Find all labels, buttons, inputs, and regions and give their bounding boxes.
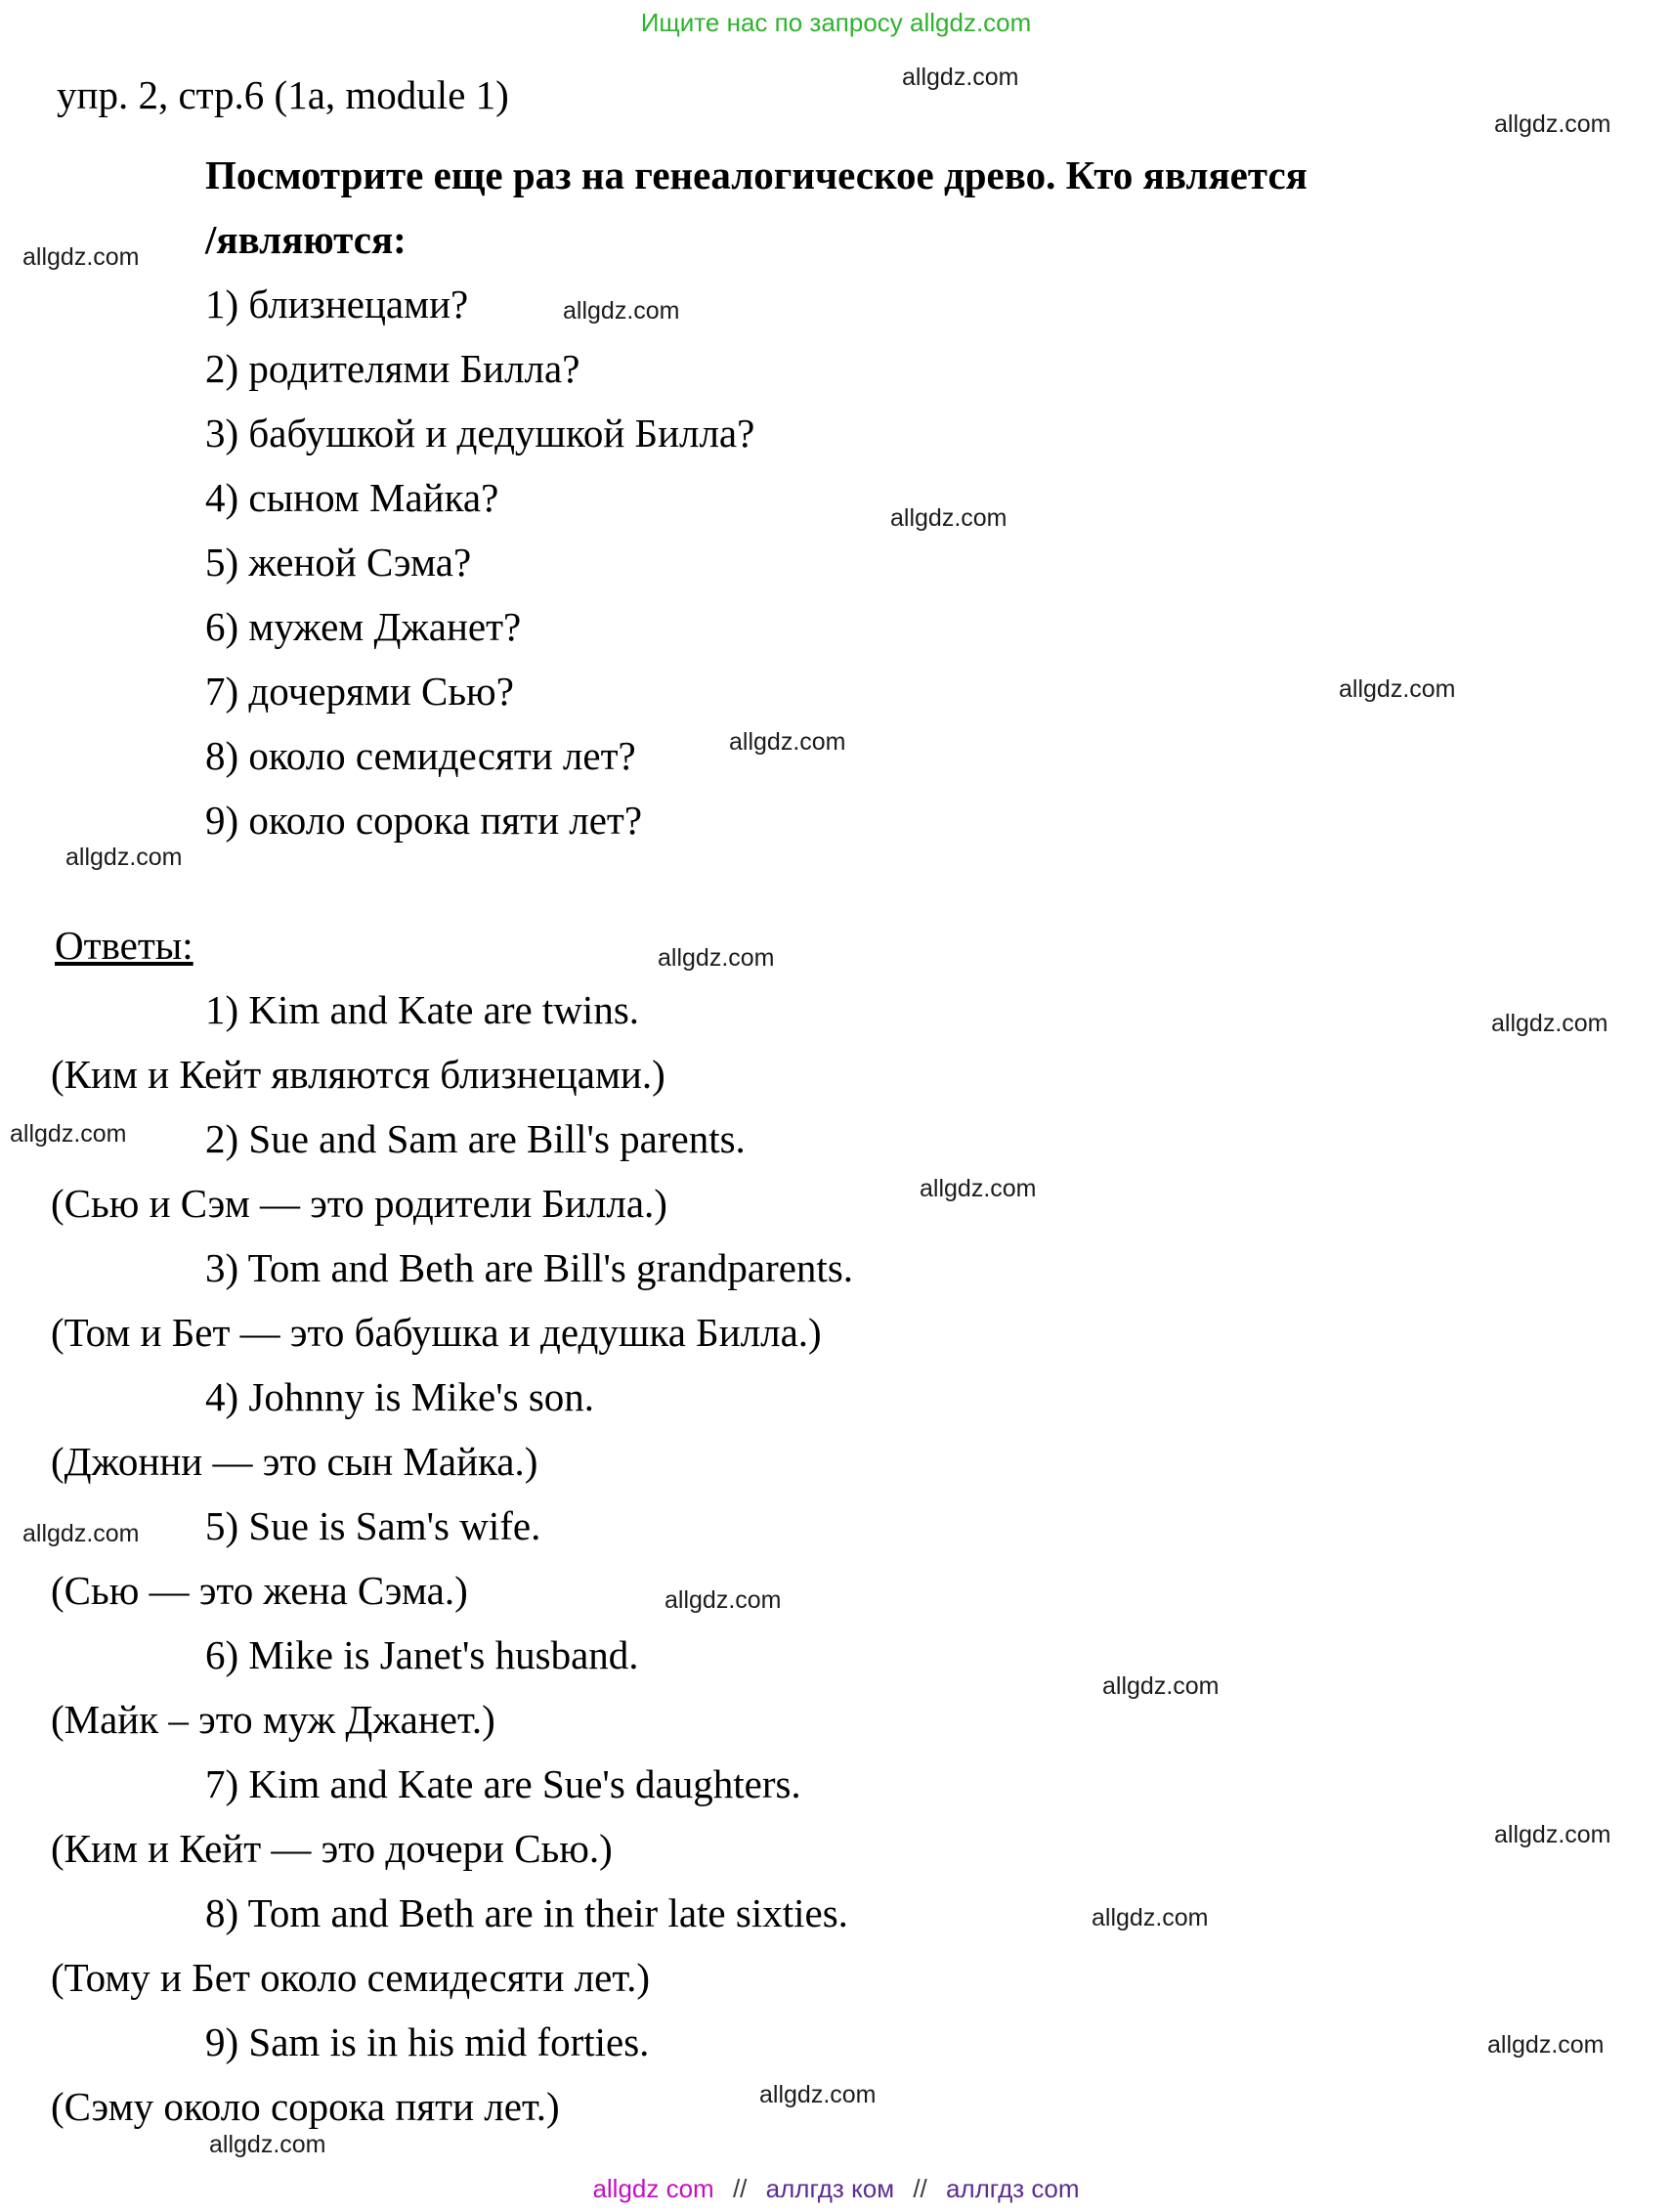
watermark: allgdz.com	[1494, 110, 1611, 138]
watermark: allgdz.com	[22, 243, 140, 271]
question-item: 7) дочерями Сью?	[205, 669, 514, 714]
watermark: allgdz.com	[65, 844, 183, 871]
question-item: 3) бабушкой и дедушкой Билла?	[205, 411, 755, 455]
answer-en: 2) Sue and Sam are Bill's parents.	[205, 1116, 746, 1161]
top-banner-text: Ищите нас по запросу allgdz.com	[640, 8, 1032, 37]
exercise-content	[0, 63, 1672, 2139]
answer-ru: (Сью — это жена Сэма.)	[51, 1568, 468, 1613]
answer-ru: (Майк – это муж Джанет.)	[51, 1697, 495, 1742]
footer-link-allgdz-kom: аллгдз ком	[765, 2174, 895, 2203]
watermark: allgdz.com	[759, 2081, 877, 2108]
question-item: 4) сыном Майка?	[205, 475, 499, 520]
watermark: allgdz.com	[1102, 1672, 1220, 1700]
watermark: allgdz.com	[1339, 675, 1456, 703]
watermark: allgdz.com	[665, 1586, 782, 1614]
watermark: allgdz.com	[1487, 2031, 1605, 2059]
answer-ru: (Том и Бет — это бабушка и дедушка Билла.)	[51, 1310, 822, 1355]
watermark: allgdz.com	[1092, 1904, 1209, 1931]
answer-list	[0, 977, 1672, 2139]
exercise-title	[0, 143, 1672, 272]
answer-ru: (Ким и Кейт — это дочери Сью.)	[51, 1826, 613, 1871]
exercise-header: упр. 2, стр.6 (1a, module 1)	[57, 72, 509, 117]
watermark: allgdz.com	[658, 944, 775, 972]
footer-link-allgdz-com: allgdz com	[592, 2174, 714, 2203]
question-item: 5) женой Сэма?	[205, 540, 472, 585]
question-item: 1) близнецами?	[205, 282, 469, 326]
question-list	[0, 272, 1672, 852]
answer-en: 1) Kim and Kate are twins.	[205, 987, 640, 1032]
answer-ru: (Тому и Бет около семидесяти лет.)	[51, 1955, 651, 2000]
exercise-title-line1: Посмотрите еще раз на генеалогическое древо. Кто является	[205, 152, 1308, 197]
watermark: allgdz.com	[920, 1175, 1037, 1202]
answer-en: 4) Johnny is Mike's son.	[205, 1374, 595, 1419]
watermark: allgdz.com	[22, 1520, 140, 1547]
answer-en: 8) Tom and Beth are in their late sixties.	[205, 1890, 848, 1935]
footer-link-allgdz-com-ru: аллгдз com	[946, 2174, 1080, 2203]
watermark: allgdz.com	[902, 64, 1019, 91]
answer-ru: (Джонни — это сын Майка.)	[51, 1439, 538, 1484]
watermark: allgdz.com	[1491, 1010, 1608, 1037]
watermark: allgdz.com	[10, 1120, 127, 1148]
watermark: allgdz.com	[1494, 1821, 1611, 1848]
answer-en: 5) Sue is Sam's wife.	[205, 1503, 541, 1548]
question-item: 2) родителями Билла?	[205, 346, 580, 391]
watermark: allgdz.com	[563, 297, 680, 325]
answer-en: 6) Mike is Janet's husband.	[205, 1632, 639, 1677]
answers-label: Ответы:	[55, 923, 193, 968]
footer-links	[0, 2174, 1672, 2204]
question-item: 8) около семидесяти лет?	[205, 733, 636, 778]
answer-en: 3) Tom and Beth are Bill's grandparents.	[205, 1245, 854, 1290]
watermark: allgdz.com	[209, 2131, 326, 2158]
footer-separator: //	[913, 2174, 927, 2203]
exercise-title-line2: /являются:	[205, 217, 407, 262]
question-item: 6) мужем Джанет?	[205, 604, 522, 649]
answer-en: 7) Kim and Kate are Sue's daughters.	[205, 1761, 801, 1806]
watermark: allgdz.com	[729, 728, 846, 756]
answer-ru: (Ким и Кейт являются близнецами.)	[51, 1052, 665, 1097]
footer-separator: //	[732, 2174, 748, 2203]
answer-ru: (Сэму около сорока пяти лет.)	[51, 2084, 560, 2129]
question-item: 9) около сорока пяти лет?	[205, 798, 643, 843]
answer-en: 9) Sam is in his mid forties.	[205, 2019, 650, 2064]
answer-ru: (Сью и Сэм — это родители Билла.)	[51, 1181, 667, 1226]
watermark: allgdz.com	[890, 504, 1007, 532]
